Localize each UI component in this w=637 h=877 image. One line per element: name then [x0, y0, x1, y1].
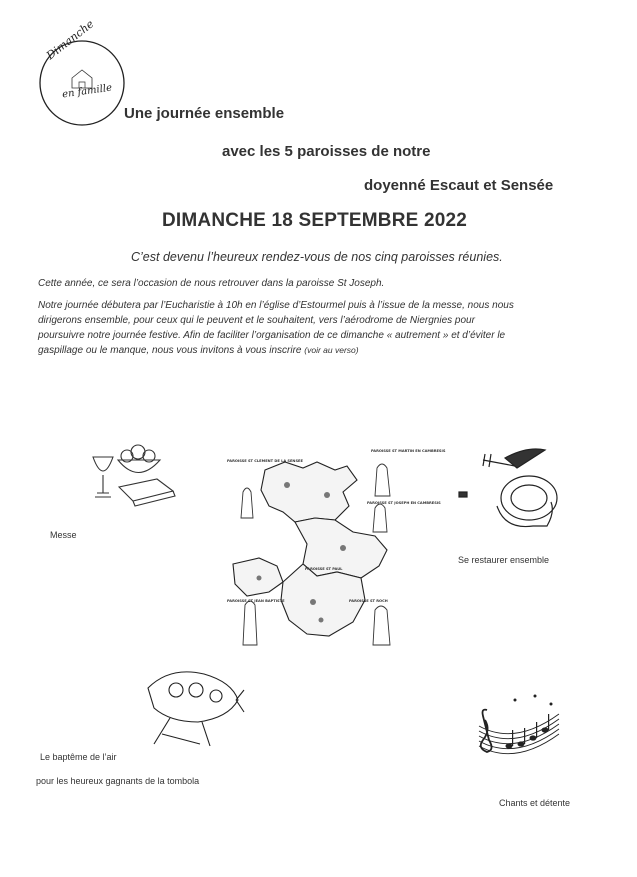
paragraph-2-line-4-text: gaspillage ou le manque, nous vous invitons à vous inscrire — [38, 345, 302, 356]
messe-illustration — [85, 435, 180, 510]
map-label-p1: PAROISSE ST CLEMENT DE LA SENSEE — [227, 459, 303, 463]
map-label-p4: PAROISSE ST PAUL — [305, 567, 343, 571]
music-illustration — [465, 690, 565, 775]
heading-line-1: Une journée ensemble — [124, 105, 285, 122]
map-label-p6: PAROISSE ST ROCH — [349, 599, 388, 603]
restaurer-illustration — [455, 440, 565, 535]
logo-text-top: Dimanche — [44, 17, 97, 63]
caption-chants: Chants et détente — [499, 798, 571, 808]
plate-icon — [501, 476, 557, 520]
paragraph-2-line-4 — [38, 343, 608, 358]
map-label-p2: PAROISSE ST MARTIN EN CAMBRESIS — [371, 449, 446, 453]
paragraph-2-line-2: dirigerons ensemble, pour ceux qui le peuvent et le souhaitent, vers l’aérodrome de Niergnies pour — [38, 315, 475, 326]
airplane-illustration — [140, 660, 245, 750]
paragraph-1: Cette année, ce sera l’occasion de nous retrouver dans la paroisse St Joseph. — [38, 278, 385, 289]
map-label-p5: PAROISSE ST JEAN BAPTISTE — [227, 599, 285, 603]
paragraph-2-line-3: poursuivre notre journée festive. Afin de faciliter l’organisation de ce dimanche « autrement » et d’éviter le — [38, 330, 506, 341]
heading-line-2: avec les 5 paroisses de notre — [222, 143, 431, 160]
doyenne-map — [225, 440, 446, 655]
paragraph-2-line-1: Notre journée débutera par l’Eucharistie à 10h en l’église d’Estourmel puis à l’issue de la messe, nous nous — [38, 300, 514, 311]
caption-tombola: pour les heureux gagnants de la tombola — [36, 776, 200, 786]
saint-figure-icon — [241, 488, 253, 518]
airplane-icon — [148, 672, 238, 722]
map-region-north — [261, 462, 357, 522]
paragraph-2 — [38, 298, 608, 358]
caption-messe: Messe — [50, 530, 77, 540]
intro-text: C’est devenu l’heureux rendez-vous de nos cinq paroisses réunies. — [131, 250, 503, 264]
heading-line-3: doyenné Escaut et Sensée — [364, 177, 554, 194]
book-icon — [119, 479, 175, 506]
event-date: DIMANCHE 18 SEPTEMBRE 2022 — [162, 210, 468, 231]
chalice-icon — [93, 457, 113, 497]
logo-text-bottom: en famille — [61, 82, 113, 101]
verso-note: (voir au verso) — [304, 345, 359, 355]
caption-restaurer: Se restaurer ensemble — [458, 555, 550, 565]
caption-bapteme: Le baptême de l’air — [40, 752, 117, 762]
map-label-p3: PAROISSE ST JOSEPH EN CAMBRESIS — [367, 501, 441, 505]
